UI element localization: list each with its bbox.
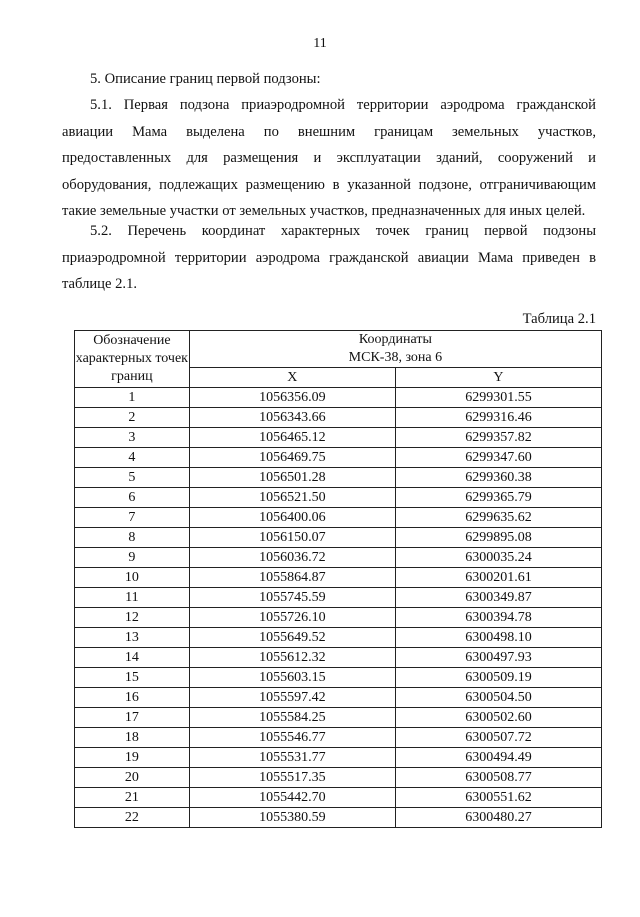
cell-point-number: 4: [75, 448, 190, 468]
cell-point-number: 17: [75, 708, 190, 728]
table-row: [75, 688, 602, 708]
cell-point-number: 7: [75, 508, 190, 528]
cell-y-coordinate: 6300480.27: [395, 808, 601, 828]
table-row: [75, 548, 602, 568]
cell-y-coordinate: 6300504.50: [395, 688, 601, 708]
header-coordinates-title: Координаты: [358, 332, 432, 347]
cell-y-coordinate: 6300035.24: [395, 548, 601, 568]
cell-y-coordinate: 6299347.60: [395, 448, 601, 468]
table-row: [75, 568, 602, 588]
cell-point-number: 19: [75, 748, 190, 768]
cell-y-coordinate: 6300509.19: [395, 668, 601, 688]
table-row: [75, 448, 602, 468]
cell-x-coordinate: 1055517.35: [189, 768, 395, 788]
cell-point-number: 15: [75, 668, 190, 688]
header-point-designation: Обозначение характерных точек границ: [75, 331, 190, 388]
section-heading: 5. Описание границ первой подзоны:: [90, 71, 321, 87]
table-row: [75, 528, 602, 548]
cell-point-number: 16: [75, 688, 190, 708]
cell-x-coordinate: 1056036.72: [189, 548, 395, 568]
cell-point-number: 13: [75, 628, 190, 648]
cell-y-coordinate: 6299895.08: [395, 528, 601, 548]
cell-x-coordinate: 1055603.15: [189, 668, 395, 688]
cell-point-number: 10: [75, 568, 190, 588]
cell-x-coordinate: 1055584.25: [189, 708, 395, 728]
cell-point-number: 2: [75, 408, 190, 428]
cell-y-coordinate: 6299316.46: [395, 408, 601, 428]
cell-y-coordinate: 6300507.72: [395, 728, 601, 748]
cell-point-number: 20: [75, 768, 190, 788]
table-row: [75, 808, 602, 828]
table-row: [75, 408, 602, 428]
table-row: [75, 708, 602, 728]
cell-x-coordinate: 1055726.10: [189, 608, 395, 628]
cell-y-coordinate: 6300497.93: [395, 648, 601, 668]
cell-point-number: 3: [75, 428, 190, 448]
cell-x-coordinate: 1056465.12: [189, 428, 395, 448]
cell-x-coordinate: 1055864.87: [189, 568, 395, 588]
cell-y-coordinate: 6299635.62: [395, 508, 601, 528]
cell-x-coordinate: 1056343.66: [189, 408, 395, 428]
table-row: [75, 788, 602, 808]
cell-point-number: 11: [75, 588, 190, 608]
cell-y-coordinate: 6300502.60: [395, 708, 601, 728]
table-row: [75, 628, 602, 648]
cell-y-coordinate: 6300508.77: [395, 768, 601, 788]
cell-x-coordinate: 1055745.59: [189, 588, 395, 608]
cell-x-coordinate: 1056469.75: [189, 448, 395, 468]
cell-y-coordinate: 6300551.62: [395, 788, 601, 808]
cell-y-coordinate: 6300494.49: [395, 748, 601, 768]
header-y: Y: [395, 368, 601, 388]
table-row: [75, 668, 602, 688]
cell-x-coordinate: 1055597.42: [189, 688, 395, 708]
cell-y-coordinate: 6299360.38: [395, 468, 601, 488]
cell-point-number: 9: [75, 548, 190, 568]
page-number: 11: [313, 36, 327, 51]
cell-y-coordinate: 6300349.87: [395, 588, 601, 608]
cell-point-number: 1: [75, 388, 190, 408]
cell-y-coordinate: 6300394.78: [395, 608, 601, 628]
cell-x-coordinate: 1055531.77: [189, 748, 395, 768]
table-row: [75, 468, 602, 488]
table-row: [75, 768, 602, 788]
table-row: [75, 508, 602, 528]
paragraph-5-1: 5.1. Первая подзона приаэродромной территории аэродрома гражданской авиации Мама выделена по внешним границам земельных участков, предоставленных для размещения и эксплуатации зданий, сооружений и оборудования, подлежащих размещению в указанной подзоне, отграничивающим такие земельные участки от земельных участков, предназначенных для иных целей.: [62, 97, 596, 219]
cell-x-coordinate: 1055612.32: [189, 648, 395, 668]
cell-y-coordinate: 6299357.82: [395, 428, 601, 448]
table-row: [75, 428, 602, 448]
table-row: [75, 388, 602, 408]
table-row: [75, 728, 602, 748]
cell-x-coordinate: 1055649.52: [189, 628, 395, 648]
cell-point-number: 8: [75, 528, 190, 548]
cell-point-number: 18: [75, 728, 190, 748]
table-header-row: [75, 331, 602, 368]
cell-x-coordinate: 1055380.59: [189, 808, 395, 828]
table-body: [75, 388, 602, 828]
cell-y-coordinate: 6300498.10: [395, 628, 601, 648]
cell-y-coordinate: 6300201.61: [395, 568, 601, 588]
cell-point-number: 22: [75, 808, 190, 828]
cell-y-coordinate: 6299301.55: [395, 388, 601, 408]
cell-x-coordinate: 1056150.07: [189, 528, 395, 548]
coordinates-table: [74, 330, 602, 828]
table-row: [75, 588, 602, 608]
table-row: [75, 488, 602, 508]
header-x: X: [189, 368, 395, 388]
cell-point-number: 6: [75, 488, 190, 508]
header-coordinates-system: МСК-38, зона 6: [348, 350, 443, 365]
table-caption: Таблица 2.1: [522, 311, 596, 327]
cell-x-coordinate: 1056356.09: [189, 388, 395, 408]
header-coordinates: [189, 331, 601, 368]
table-row: [75, 748, 602, 768]
paragraph-5-2: 5.2. Перечень координат характерных точек границ первой подзоны приаэродромной территории аэродрома гражданской авиации Мама приведен в таблице 2.1.: [62, 223, 596, 292]
table-row: [75, 608, 602, 628]
cell-x-coordinate: 1055442.70: [189, 788, 395, 808]
cell-point-number: 14: [75, 648, 190, 668]
cell-x-coordinate: 1056400.06: [189, 508, 395, 528]
cell-y-coordinate: 6299365.79: [395, 488, 601, 508]
cell-point-number: 12: [75, 608, 190, 628]
cell-point-number: 5: [75, 468, 190, 488]
cell-point-number: 21: [75, 788, 190, 808]
cell-x-coordinate: 1056521.50: [189, 488, 395, 508]
table-row: [75, 648, 602, 668]
cell-x-coordinate: 1055546.77: [189, 728, 395, 748]
cell-x-coordinate: 1056501.28: [189, 468, 395, 488]
